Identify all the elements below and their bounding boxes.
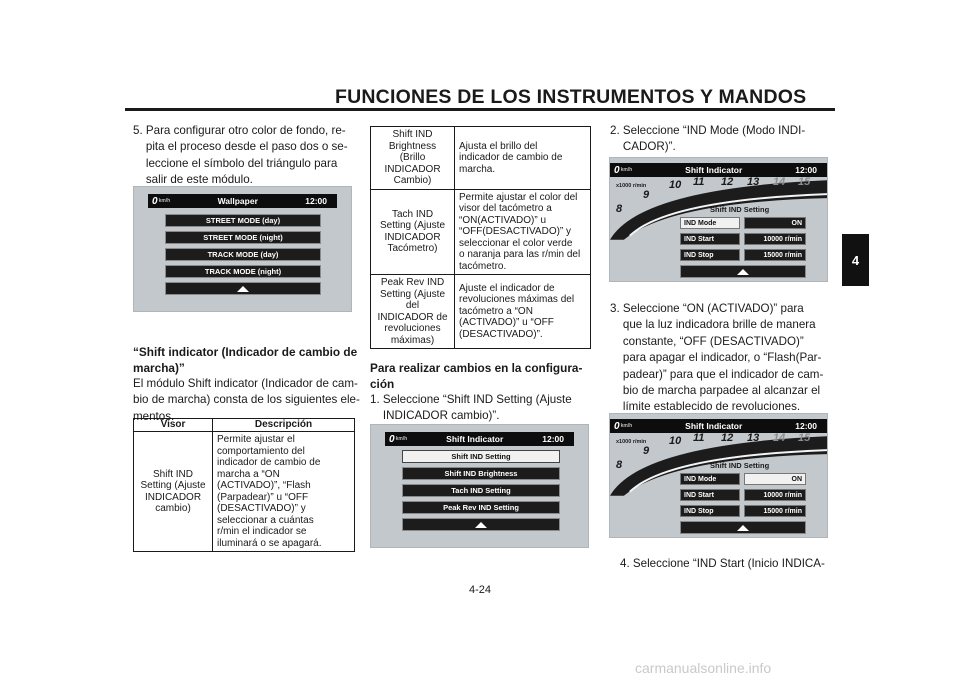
cell-visor: Shift IND Brightness (Brillo INDICADOR Cambio) — [371, 127, 455, 190]
speed-readout: 0 — [614, 164, 620, 176]
screen-title: Shift Indicator — [685, 165, 743, 175]
ind-start-value: 10000 r/min — [744, 233, 806, 245]
tach-number: 15 — [798, 432, 811, 444]
cell-visor: Peak Rev IND Setting (Ajuste del INDICADOR de revoluciones máximas) — [371, 275, 455, 349]
ind-mode-value: ON — [744, 473, 806, 485]
ind-mode-row[interactable] — [680, 217, 806, 229]
menu-item-shift-ind-brightness[interactable]: Shift IND Brightness — [402, 467, 560, 480]
changes-heading: Para realizar cambios en la configura- ción — [370, 361, 583, 392]
table-row — [371, 127, 591, 190]
tach-number: 8 — [616, 459, 623, 471]
ind-stop-value: 15000 r/min — [744, 249, 806, 261]
rpm-scale-label: x1000 r/min — [616, 439, 647, 445]
menu-item-peak-rev-ind-setting[interactable]: Peak Rev IND Setting — [402, 501, 560, 514]
speed-readout: 0 — [152, 195, 158, 207]
screen-title: Shift Indicator — [685, 421, 743, 431]
clock: 12:00 — [542, 434, 564, 444]
col-header-descripcion: Descripción — [213, 419, 355, 432]
tach-number: 10 — [669, 179, 682, 191]
ind-start-row[interactable] — [680, 233, 806, 245]
tach-number: 8 — [616, 203, 623, 215]
tach-number: 9 — [643, 445, 650, 457]
clock: 12:00 — [795, 421, 817, 431]
page-number: 4-24 — [469, 584, 492, 596]
eject-triangle-icon — [237, 286, 249, 292]
watermark: carmanualsonline.info — [635, 660, 772, 676]
elements-table-2 — [370, 126, 591, 349]
eject-triangle-icon — [475, 522, 487, 528]
eject-triangle-icon — [737, 269, 749, 275]
shift-indicator-intro: El módulo Shift indicator (Indicador de cam- bio de marcha) consta de los siguientes ele- mentos. — [133, 377, 360, 423]
tach-number: 13 — [747, 432, 760, 444]
ind-mode-value: ON — [744, 217, 806, 229]
cell-descripcion: Ajusta el brillo del indicador de cambio de marcha. — [455, 127, 591, 190]
screen-wallpaper — [133, 186, 352, 312]
setting-title: Shift IND Setting — [710, 461, 770, 470]
screen-header-bar — [385, 432, 574, 446]
tach-number: 10 — [669, 435, 682, 447]
clock: 12:00 — [305, 196, 327, 206]
ind-stop-key: IND Stop — [680, 249, 740, 261]
ind-mode-key: IND Mode — [680, 217, 740, 229]
ind-stop-row[interactable] — [680, 505, 806, 517]
shift-indicator-heading: “Shift indicator (Indicador de cambio de marcha)” — [133, 345, 358, 376]
menu-item-shift-ind-setting[interactable]: Shift IND Setting — [402, 450, 560, 463]
cell-visor: Tach IND Setting (Ajuste INDICADOR Tacómetro) — [371, 189, 455, 275]
screen-header-bar — [148, 194, 337, 208]
tach-number: 12 — [721, 176, 734, 188]
speed-unit: km/h — [620, 167, 633, 173]
speed-unit: km/h — [620, 423, 633, 429]
ind-start-row[interactable] — [680, 489, 806, 501]
ind-stop-value: 15000 r/min — [744, 505, 806, 517]
tach-number: 14 — [773, 176, 786, 188]
setting-title: Shift IND Setting — [710, 205, 770, 214]
screen-header-bar — [610, 163, 827, 177]
screen-ind-mode — [609, 157, 828, 282]
step-4: 4. Seleccione “IND Start (Inicio INDICA- — [620, 557, 825, 570]
speed-unit: km/h — [395, 436, 408, 442]
table-row — [134, 432, 355, 552]
step-2: 2. Seleccione “IND Mode (Modo INDI- CADOR)”. — [610, 124, 806, 154]
tach-number: 13 — [747, 176, 760, 188]
eject-triangle-icon — [737, 525, 749, 531]
menu-item-track-day[interactable]: TRACK MODE (day) — [165, 248, 321, 261]
elements-table-1 — [133, 418, 355, 552]
exit-button[interactable] — [680, 521, 806, 534]
step-5: 5. Para configurar otro color de fondo, re- pita el proceso desde el paso dos o se- leccione el símbolo del triángulo para salir de este módulo. — [133, 124, 348, 187]
tach-number: 15 — [798, 176, 811, 188]
menu-item-street-day[interactable]: STREET MODE (day) — [165, 214, 321, 227]
exit-button[interactable] — [680, 265, 806, 278]
menu-item-track-night[interactable]: TRACK MODE (night) — [165, 265, 321, 278]
ind-start-key: IND Start — [680, 233, 740, 245]
step-1: 1. Seleccione “Shift IND Setting (Ajuste INDICADOR cambio)”. — [370, 393, 572, 423]
tach-number: 14 — [773, 432, 786, 444]
screen-title: Wallpaper — [217, 196, 258, 206]
ind-stop-row[interactable] — [680, 249, 806, 261]
ind-start-key: IND Start — [680, 489, 740, 501]
header-rule — [125, 108, 835, 111]
tach-number: 11 — [693, 176, 705, 188]
screen-header-bar — [610, 419, 827, 433]
table-header-row — [134, 419, 355, 432]
ind-stop-key: IND Stop — [680, 505, 740, 517]
screen-title: Shift Indicator — [446, 434, 504, 444]
rpm-scale-label: x1000 r/min — [616, 183, 647, 189]
cell-descripcion: Permite ajustar el color del visor del tacómetro a “ON(ACTIVADO)” u “OFF(DESACTIVADO)” y seleccionar el color verde o naranja para las r/min del tacómetro. — [455, 189, 591, 275]
clock: 12:00 — [795, 165, 817, 175]
page-title: FUNCIONES DE LOS INSTRUMENTOS Y MANDOS — [335, 86, 807, 108]
cell-descripcion: Permite ajustar el comportamiento del indicador de cambio de marcha a “ON (ACTIVADO)”, “Flash (Parpadear)” u “OFF (DESACTIVADO)” y seleccionar a cuántas r/min el indicador se iluminará o se apagará. — [213, 432, 355, 552]
col-header-visor: Visor — [134, 419, 213, 432]
exit-button[interactable] — [402, 518, 560, 531]
ind-start-value: 10000 r/min — [744, 489, 806, 501]
speed-readout: 0 — [389, 433, 395, 445]
table-row — [371, 189, 591, 275]
tach-number: 11 — [693, 432, 705, 444]
ind-mode-row[interactable] — [680, 473, 806, 485]
speed-unit: km/h — [158, 198, 171, 204]
ind-mode-key: IND Mode — [680, 473, 740, 485]
exit-button[interactable] — [165, 282, 321, 295]
menu-item-tach-ind-setting[interactable]: Tach IND Setting — [402, 484, 560, 497]
cell-visor: Shift IND Setting (Ajuste INDICADOR cambio) — [134, 432, 213, 552]
chapter-tab: 4 — [842, 234, 869, 286]
table-row — [371, 275, 591, 349]
tach-number: 12 — [721, 432, 734, 444]
speed-readout: 0 — [614, 420, 620, 432]
step-3: 3. Seleccione “ON (ACTIVADO)” para que la luz indicadora brille de manera constante, “OFF (DESACTIVADO)” para apagar el indicador, o “Flash(Par- padear)” para que el indicador de cam- bio de marcha parpadee al alcanzar el límite establecido de revoluciones. — [610, 302, 824, 414]
tach-number: 9 — [643, 189, 650, 201]
cell-descripcion: Ajuste el indicador de revoluciones máximas del tacómetro a “ON (ACTIVADO)” u “OFF (DESACTIVADO)”. — [455, 275, 591, 349]
menu-item-street-night[interactable]: STREET MODE (night) — [165, 231, 321, 244]
screen-shift-indicator — [370, 424, 589, 548]
screen-ind-mode-option — [609, 413, 828, 538]
